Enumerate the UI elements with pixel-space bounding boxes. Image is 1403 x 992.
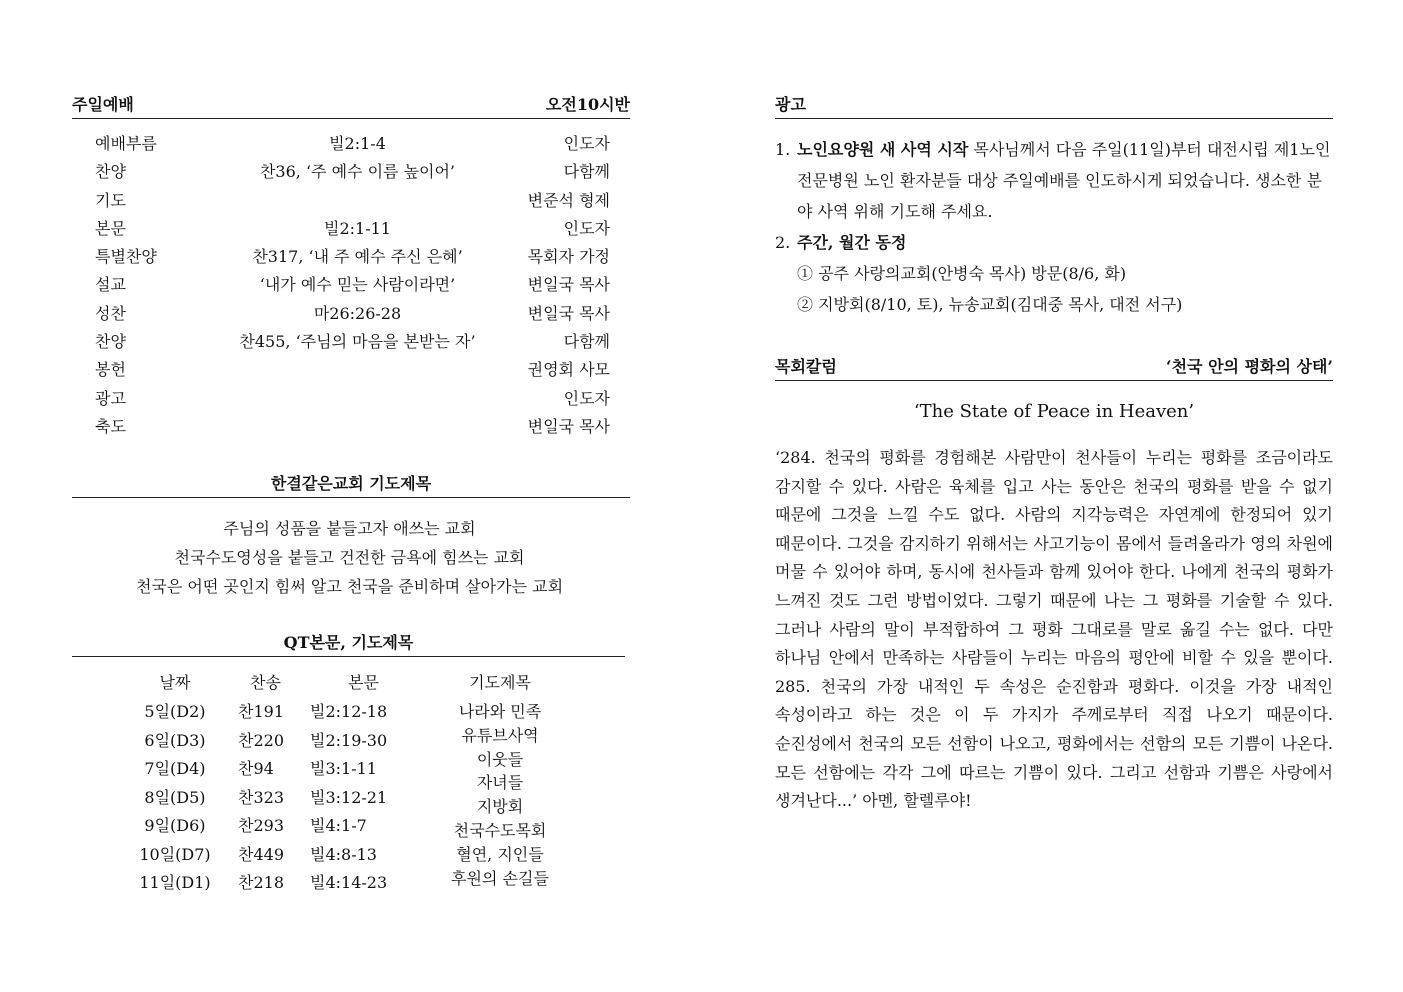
ad-title: 주간, 월간 동정 <box>797 233 907 252</box>
qt-row <box>120 784 450 813</box>
worship-order <box>95 130 610 441</box>
worship-leader: 변준석 형제 <box>527 190 610 210</box>
worship-time: 오전10시반 <box>545 95 630 114</box>
church-prayer-line: 천국수도영성을 붙들고 건전한 금욕에 힘쓰는 교회 <box>174 548 525 567</box>
worship-item: 성찬 <box>95 303 126 323</box>
worship-content: 찬317, ‘내 주 예수 주신 은혜’ <box>252 247 463 267</box>
worship-row <box>95 271 610 299</box>
worship-leader: 인도자 <box>563 134 610 153</box>
column-title: ‘천국 안의 평화의 상태’ <box>1166 357 1333 376</box>
qt-topic: 혈연, 지인들 <box>456 844 544 864</box>
qt-rows <box>120 698 450 898</box>
church-prayer-line: 주님의 성품을 붙들고자 애쓰는 교회 <box>223 519 476 538</box>
worship-row <box>95 215 610 243</box>
qt-table <box>120 668 600 892</box>
worship-row <box>95 328 610 356</box>
worship-content: ‘내가 예수 믿는 사람이라면’ <box>259 275 456 295</box>
church-prayer-line: 천국은 어떤 곳인지 힘써 알고 천국을 준비하며 살아가는 교회 <box>135 577 564 596</box>
worship-title: 주일예배 <box>72 95 134 114</box>
qt-text: 빌4:14-23 <box>310 873 388 892</box>
qt-topic: 지방회 <box>476 797 524 817</box>
qt-hymn: 찬293 <box>238 816 284 835</box>
column-header <box>775 356 1333 381</box>
qt-row <box>120 755 450 784</box>
ad-sub-item: ② 지방회(8/10, 토), 뉴송교회(김대중 목사, 대전 서구) <box>797 295 1183 314</box>
worship-content: 찬36, ‘주 예수 이름 높이어’ <box>259 162 456 182</box>
ad-number: 1. <box>775 140 791 159</box>
qt-date: 9일(D6) <box>144 816 206 835</box>
worship-row <box>95 243 610 271</box>
worship-item: 예배부름 <box>95 134 157 153</box>
ad-text: 목사님께서 다음 주일(11일)부터 대전시립 제1노인전문병원 노인 환자분들 대상 주일예배를 인도하시게 되었습니다. 생소한 분야 사역 위해 기도해 주세요. <box>797 140 1331 221</box>
worship-leader: 인도자 <box>563 388 610 408</box>
qt-text: 빌3:1-11 <box>310 759 377 778</box>
qt-topic: 후원의 손길들 <box>451 868 549 888</box>
qt-date: 10일(D7) <box>139 844 211 864</box>
worship-content: 찬455, ‘주님의 마음을 본받는 자’ <box>239 332 476 352</box>
worship-item: 광고 <box>95 388 126 408</box>
worship-item: 기도 <box>95 190 126 210</box>
qt-topic: 유튜브사역 <box>461 725 539 745</box>
ad-number: 2. <box>775 233 791 252</box>
qt-topic: 천국수도목회 <box>453 820 547 840</box>
qt-topic: 자녀들 <box>476 773 524 793</box>
worship-row <box>95 413 610 441</box>
qt-hymn: 찬323 <box>238 787 284 807</box>
ad-item <box>775 134 1333 227</box>
qt-text: 빌4:1-7 <box>310 816 367 835</box>
worship-leader: 다함께 <box>563 332 610 352</box>
qt-col-date: 날짜 <box>159 673 191 692</box>
worship-row <box>95 158 610 186</box>
ads-title: 광고 <box>775 95 806 114</box>
worship-content: 빌2:1-11 <box>324 218 391 238</box>
ads-list <box>775 134 1333 320</box>
worship-leader: 권영회 사모 <box>527 360 610 380</box>
column-body: ‘284. 천국의 평화를 경험해본 사람만이 천사들이 누리는 평화를 조금이라도 감지할 수 있다. 사람은 육체를 입고 사는 동안은 천국의 평화를 받을 수 없기 때문에 그것을 느낄 수도 없다. 사람의 지각능력은 자연계에 한정되어 있기 때문이다. 그것을 감지하기 위해서는 사고기능이 몸에서 들려올라가 영의 차원에 머물 수 있어야 하며, 동시에 천사들과 함께 있어야 한다. 나에게 천국의 평화가 느껴진 것도 그런 방법이었다. 그렇기 때문에 나는 그 평화를 기술할 수 있다. 그러나 사람의 말이 부적합하여 그 평화 그대로를 말로 옮길 수는 없다. 다만 하나님 안에서 만족하는 사람들이 누리는 마음의 평안에 비할 수 있을 뿐이다. 285. 천국의 가장 내적인 두 속성은 순진함과 평화다. 이것을 가장 내적인 속성이라고 하는 것은 이 두 가지가 주께로부터 직접 나오기 때문이다. 순진성에서 천국의 모든 선함이 나오고, 평화에서는 선함의 모든 기쁨이 나온다. 모든 선함에는 각각 그에 따르는 기쁨이 있다. 그리고 선함과 기쁨은 사랑에서 생겨난다...’ 아멘, 할렐루야! <box>775 448 1333 811</box>
qt-topics <box>420 700 580 890</box>
column-label: 목회칼럼 <box>775 357 837 376</box>
qt-date: 6일(D3) <box>144 730 206 750</box>
worship-leader: 다함께 <box>563 162 610 182</box>
qt-text: 빌4:8-13 <box>310 844 377 864</box>
column-english-title: ‘The State of Peace in Heaven’ <box>913 401 1195 422</box>
worship-row <box>95 300 610 328</box>
qt-col-text: 본문 <box>348 673 379 692</box>
worship-item: 봉헌 <box>95 360 126 380</box>
qt-row <box>120 727 450 756</box>
qt-date: 7일(D4) <box>144 759 206 778</box>
qt-title: QT본문, 기도제목 <box>283 633 414 652</box>
ads-header <box>775 94 1333 119</box>
qt-row <box>120 812 450 841</box>
worship-item: 본문 <box>95 218 126 238</box>
qt-row <box>120 841 450 870</box>
qt-topic: 이웃들 <box>476 749 524 769</box>
qt-header <box>72 632 625 657</box>
worship-item: 특별찬양 <box>95 247 157 267</box>
worship-content: 빌2:1-4 <box>329 134 386 153</box>
worship-item: 찬양 <box>95 332 126 352</box>
worship-row <box>95 187 610 215</box>
church-prayer-list <box>72 514 627 601</box>
qt-hymn: 찬94 <box>238 759 274 778</box>
worship-leader: 변일국 목사 <box>527 275 610 295</box>
worship-header <box>72 94 630 119</box>
qt-col-hymn: 찬송 <box>250 673 281 692</box>
qt-hymn: 찬191 <box>238 702 284 721</box>
qt-date: 8일(D5) <box>144 787 206 807</box>
worship-row <box>95 130 610 158</box>
worship-item: 축도 <box>95 416 126 436</box>
qt-date: 11일(D1) <box>139 873 211 892</box>
qt-text: 빌3:12-21 <box>310 787 388 807</box>
ad-sub-item: ① 공주 사랑의교회(안병숙 목사) 방문(8/6, 화) <box>797 264 1127 283</box>
qt-hymn: 찬218 <box>238 873 284 892</box>
church-prayer-title: 한결같은교회 기도제목 <box>270 474 432 493</box>
qt-topic: 나라와 민족 <box>458 702 542 721</box>
worship-leader: 변일국 목사 <box>527 416 610 436</box>
qt-row <box>120 869 450 898</box>
worship-item: 찬양 <box>95 162 126 182</box>
ad-item <box>775 227 1333 258</box>
qt-text: 빌2:19-30 <box>310 730 388 750</box>
worship-leader: 인도자 <box>563 218 610 238</box>
qt-col-topic: 기도제목 <box>469 673 531 692</box>
worship-item: 설교 <box>95 275 126 295</box>
worship-content: 마26:26-28 <box>313 303 402 323</box>
qt-header-row <box>120 668 600 698</box>
qt-text: 빌2:12-18 <box>310 702 388 721</box>
worship-row <box>95 356 610 384</box>
worship-row <box>95 385 610 413</box>
ad-title: 노인요양원 새 사역 시작 <box>797 140 969 159</box>
church-prayer-header <box>72 473 630 498</box>
worship-leader: 목회자 가정 <box>527 247 610 267</box>
qt-date: 5일(D2) <box>144 702 206 721</box>
qt-row <box>120 698 450 727</box>
worship-leader: 변일국 목사 <box>527 303 610 323</box>
qt-hymn: 찬449 <box>238 844 284 864</box>
qt-hymn: 찬220 <box>238 730 284 750</box>
